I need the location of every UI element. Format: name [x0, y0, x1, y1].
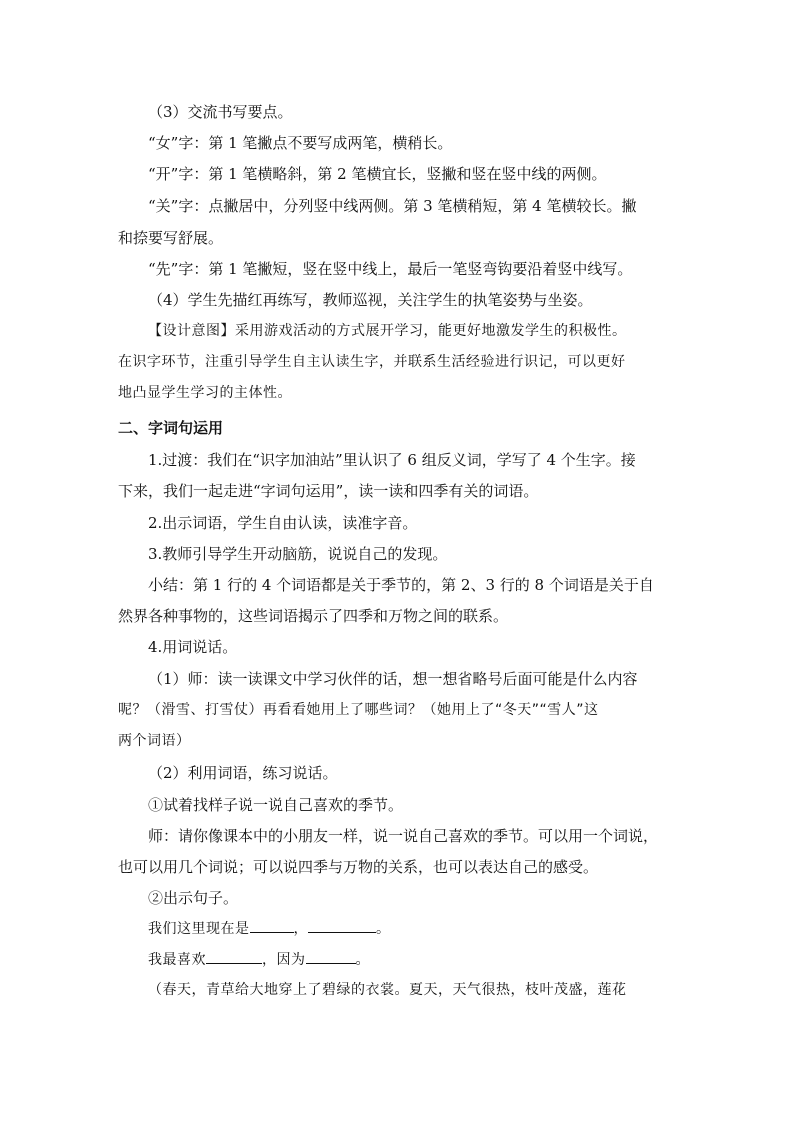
sentence-pattern-1: 我们这里现在是 ， 。	[148, 918, 708, 939]
blank-3	[206, 949, 262, 964]
teacher-prompt: （1）师：读一读课文中学习伙伴的话，想一想省略号后面可能是什么内容	[148, 670, 638, 688]
example-answer: （春天，青草给大地穿上了碧绿的衣裳。夏天，天气很热，枝叶茂盛，莲花	[148, 982, 627, 998]
transition-text: 1.过渡：我们在“识字加油站”里认识了 6 组反义词，学写了 4 个生字。接	[148, 451, 636, 469]
section-heading: 二、字词句运用	[118, 419, 224, 437]
blank-2	[308, 918, 376, 933]
teacher-prompt-cont: 呢？（滑雪、打雪仗）再看看她用上了哪些词？（她用上了“冬天”“雪人”这	[118, 702, 599, 718]
teacher-instruction: 师：请你像课本中的小朋友一样，说一说自己喜欢的季节。可以用一个词说，	[148, 827, 659, 845]
summary-cont: 然界各种事物的，这些词语揭示了四季和万物之间的联系。	[118, 607, 509, 625]
step-3-heading: （3）交流书写要点。	[148, 103, 293, 121]
summary: 小结：第 1 行的 4 个词语都是关于季节的，第 2、3 行的 8 个词语是关于自	[148, 576, 654, 594]
step-3: 3.教师引导学生开动脑筋，说说自己的发现。	[148, 545, 448, 563]
blank-4	[306, 949, 356, 964]
note-kai: “开”字：第 1 笔横略斜，第 2 笔横宜长，竖撇和竖在竖中线的两侧。	[148, 165, 607, 183]
step-2: 2.出示词语，学生自由认读，读准字音。	[148, 514, 418, 532]
step-4-heading: 4.用词说话。	[148, 638, 238, 656]
note-xian: “先”字：第 1 笔撇短，竖在竖中线上，最后一笔竖弯钩要沿着竖中线写。	[148, 260, 633, 278]
practice-2: ②出示句子。	[148, 889, 239, 907]
sentence-pattern-2: 我最喜欢 ，因为 。	[148, 949, 708, 970]
design-intent: 【设计意图】采用游戏活动的方式展开学习，能更好地激发学生的积极性。	[148, 323, 627, 339]
note-nv: “女”字：第 1 笔撇点不要写成两笔，横稍长。	[148, 134, 453, 152]
teacher-instruction-cont: 也可以用几个词说；可以说四季与万物的关系，也可以表达自己的感受。	[118, 858, 599, 876]
transition-cont: 下来，我们一起走进“字词句运用”，读一读和四季有关的词语。	[118, 482, 539, 500]
teacher-prompt-end: 两个词语）	[118, 733, 191, 749]
blank-1	[250, 918, 294, 933]
practice-heading: （2）利用词语，练习说话。	[148, 764, 338, 782]
note-guan: “关”字：点撇居中，分列竖中线两侧。第 3 笔横稍短，第 4 笔横较长。撇	[148, 197, 637, 215]
step-4: （4）学生先描红再练写，教师巡视，关注学生的执笔姿势与坐姿。	[148, 291, 593, 309]
note-guan-cont: 和捺要写舒展。	[118, 229, 224, 247]
practice-1: ①试着找样子说一说自己喜欢的季节。	[148, 796, 404, 814]
design-intent-end: 地凸显学生学习的主体性。	[118, 385, 292, 401]
design-intent-cont: 在识字环节，注重引导学生自主认读生字，并联系生活经验进行识记，可以更好	[118, 354, 626, 370]
